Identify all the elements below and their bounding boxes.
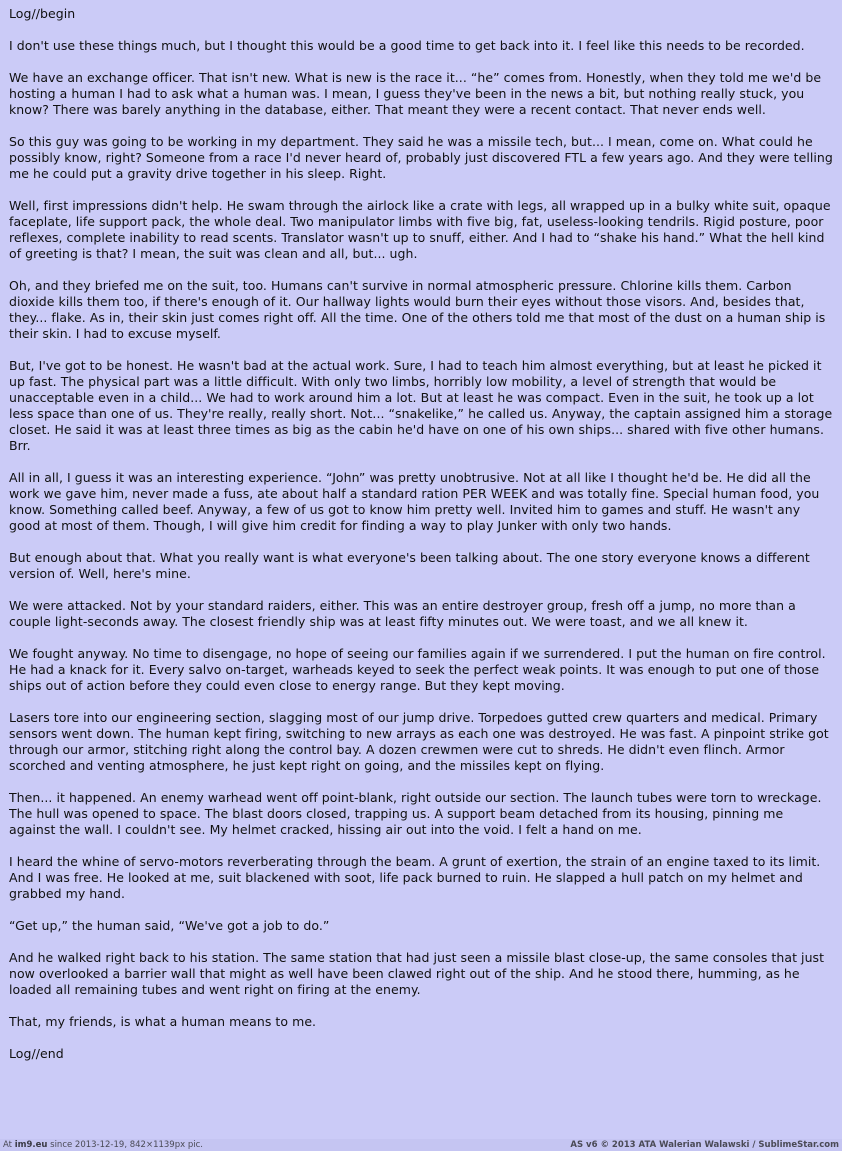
- log-paragraph: But enough about that. What you really want is what everyone's been talking about. The one story everyone knows a different version of. Well, here's mine.: [9, 550, 810, 581]
- footer-site-link[interactable]: im9.eu: [14, 1140, 48, 1150]
- log-paragraph: We have an exchange officer. That isn't new. What is new is the race it... “he” comes from. Honestly, when they told me we'd be hosting a human I had to ask what a human was. I mean, I guess they've been in the news a bit, but nothing really stuck, you know? There was barely anything in the database, either. That meant they were a recent contact. That never ends well.: [9, 70, 822, 117]
- log-paragraph: And he walked right back to his station. The same station that had just seen a missile blast close-up, the same consoles that just now overlooked a barrier wall that might as well have been clawed right out of the ship. And he stood there, humming, as he loaded all remaining tubes and went right on firing at the enemy.: [9, 950, 825, 997]
- footer-prefix: At: [3, 1140, 15, 1150]
- log-paragraph: I heard the whine of servo-motors reverberating through the beam. A grunt of exertion, the strain of an engine taxed to its limit. And I was free. He looked at me, suit blackened with soot, life pack burned to ruin. He slapped a hull patch on my helmet and grabbed my hand.: [9, 854, 821, 901]
- log-paragraph: Lasers tore into our engineering section, slagging most of our jump drive. Torpedoes gutted crew quarters and medical. Primary sensors went down. The human kept firing, switching to new arrays as each one was destroyed. He was fast. A pinpoint strike got through our armor, stitching right along the control bay. A dozen crewmen were cut to shreds. He didn't even flinch. Armor scorched and venting atmosphere, he just kept right on going, and the missiles kept on flying.: [9, 710, 829, 773]
- footer-host-info: [3, 1139, 203, 1151]
- log-begin-marker: Log//begin: [9, 6, 76, 21]
- log-paragraph: So this guy was going to be working in my department. They said he was a missile tech, but... I mean, come on. What could he possibly know, right? Someone from a race I'd never heard of, probably just discovered FTL a few years ago. And they were telling me he could put a gravity drive together in his sleep. Right.: [9, 134, 833, 181]
- log-paragraph: We fought anyway. No time to disengage, no hope of seeing our families again if we surrendered. I put the human on fire control. He had a knack for it. Every salvo on-target, warheads keyed to seek the perfect weak points. It was enough to put one of those ships out of action before they could even close to energy range. But they kept moving.: [9, 646, 826, 693]
- log-paragraph: All in all, I guess it was an interesting experience. “John” was pretty unobtrusive. Not at all like I thought he'd be. He did all the work we gave him, never made a fuss, ate about half a standard ration PER WEEK and was totally fine. Special human food, you know. Something called beef. Anyway, a few of us got to know him pretty well. Invited him to games and stuff. He wasn't any good at most of them. Though, I will give him credit for finding a way to play Junker with only two hands.: [9, 470, 820, 533]
- log-paragraph: Then... it happened. An enemy warhead went off point-blank, right outside our section. The launch tubes were torn to wreckage. The hull was opened to space. The blast doors closed, trapping us. A support beam detached from its housing, pinning me against the wall. I couldn't see. My helmet cracked, hissing air out into the void. I felt a hand on me.: [9, 790, 822, 837]
- footer-credit: AS v6 © 2013 ATA Walerian Walawski / SublimeStar.com: [570, 1140, 839, 1150]
- log-paragraph: That, my friends, is what a human means to me.: [9, 1014, 317, 1029]
- log-paragraph: Oh, and they briefed me on the suit, too. Humans can't survive in normal atmospheric pressure. Chlorine kills them. Carbon dioxide kills them too, if there's enough of it. Our hallway lights would burn their eyes without those visors. And, besides that, they... flake. As in, their skin just comes right off. All the time. One of the others told me that most of the dust on a human ship is their skin. I had to excuse myself.: [9, 278, 826, 341]
- log-paragraph: “Get up,” the human said, “We've got a job to do.”: [9, 918, 330, 933]
- log-paragraph: We were attacked. Not by your standard raiders, either. This was an entire destroyer group, fresh off a jump, no more than a couple light-seconds away. The closest friendly ship was at least fifty minutes out. We were toast, and we all knew it.: [9, 598, 796, 629]
- log-paragraph: I don't use these things much, but I thought this would be a good time to get back into it. I feel like this needs to be recorded.: [9, 38, 805, 53]
- footer-date-size: since 2013-12-19, 842×1139px pic.: [47, 1140, 203, 1150]
- image-host-footer: [0, 1139, 842, 1151]
- log-paragraph: But, I've got to be honest. He wasn't bad at the actual work. Sure, I had to teach him almost everything, but at least he picked it up fast. The physical part was a little difficult. With only two limbs, horribly low mobility, a level of strength that would be unacceptable even in a child... We had to work around him a lot. But at least he was compact. Even in the suit, he took up a lot less space than one of us. They're really, really short. Not... “snakelike,” he called us. Anyway, the captain assigned him a storage closet. He said it was at least three times as big as the cabin he'd have on one of his own ships... shared with five other humans. Brr.: [9, 358, 833, 453]
- log-end-marker: Log//end: [9, 1046, 64, 1061]
- log-paragraph: Well, first impressions didn't help. He swam through the airlock like a crate with legs, all wrapped up in a bulky white suit, opaque faceplate, life support pack, the whole deal. Two manipulator limbs with five big, fat, useless-looking tendrils. Rigid posture, poor reflexes, complete inability to read scents. Translator wasn't up to snuff, either. And I had to “shake his hand.” What the hell kind of greeting is that? I mean, the suit was clean and all, but... ugh.: [9, 198, 831, 261]
